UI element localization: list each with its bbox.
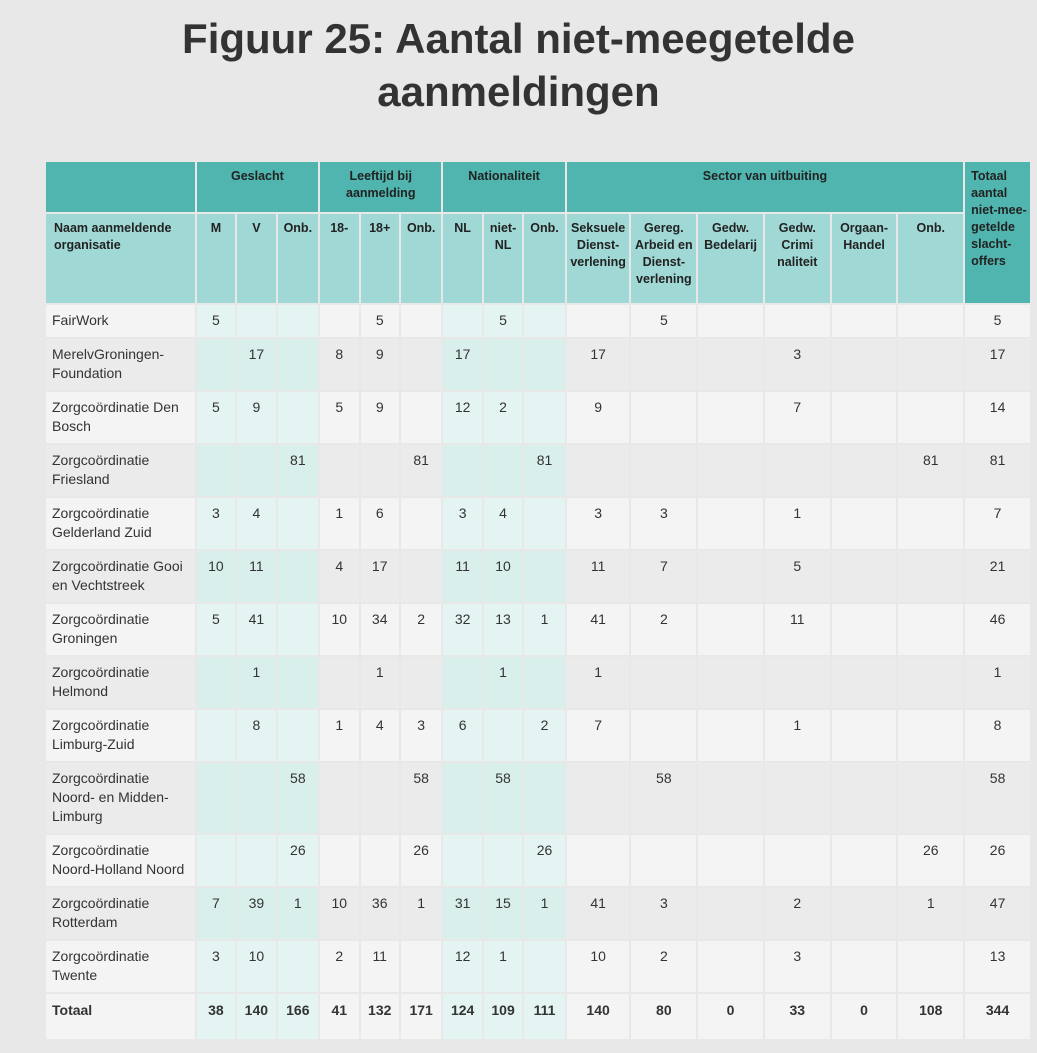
cell: 11	[443, 551, 481, 602]
cell	[832, 888, 897, 939]
table-row	[46, 305, 1030, 337]
cell: 6	[443, 710, 481, 761]
cell: 81	[401, 445, 441, 496]
cell	[524, 551, 564, 602]
table-row	[46, 888, 1030, 939]
cell: 10	[197, 551, 235, 602]
cell: 39	[237, 888, 275, 939]
cell	[197, 339, 235, 390]
header-geslacht: Geslacht	[197, 162, 318, 212]
cell: 124	[443, 994, 481, 1039]
cell	[484, 835, 522, 886]
cell: 12	[443, 941, 481, 992]
cell: 171	[401, 994, 441, 1039]
cell	[320, 445, 358, 496]
cell	[631, 339, 696, 390]
cell	[832, 835, 897, 886]
cell: 12	[443, 392, 481, 443]
cell: 3	[765, 339, 830, 390]
cell: 1	[567, 657, 630, 708]
cell	[197, 763, 235, 833]
cell	[278, 498, 318, 549]
cell	[237, 763, 275, 833]
cell: 38	[197, 994, 235, 1039]
cell: 4	[320, 551, 358, 602]
cell: 5	[765, 551, 830, 602]
row-name: Totaal	[46, 994, 195, 1039]
cell: 5	[631, 305, 696, 337]
cell: 8	[965, 710, 1030, 761]
cell	[524, 498, 564, 549]
title-line-2: aanmeldingen	[377, 68, 660, 115]
cell: 8	[320, 339, 358, 390]
col-nationaliteit-onb: Onb.	[524, 214, 564, 303]
cell: 1	[898, 888, 963, 939]
cell	[237, 835, 275, 886]
cell	[832, 657, 897, 708]
header-totaal: Totaal aantal niet-mee-getelde slacht-offers	[965, 162, 1030, 303]
cell: 7	[197, 888, 235, 939]
cell	[832, 763, 897, 833]
cell	[832, 710, 897, 761]
cell: 10	[237, 941, 275, 992]
cell: 7	[765, 392, 830, 443]
cell: 3	[197, 498, 235, 549]
cell: 32	[443, 604, 481, 655]
cell: 10	[567, 941, 630, 992]
row-name: Zorgcoördinatie Gooi en Vechtstreek	[46, 551, 195, 602]
cell: 26	[965, 835, 1030, 886]
cell: 5	[197, 392, 235, 443]
cell: 17	[443, 339, 481, 390]
table-row	[46, 445, 1030, 496]
cell: 33	[765, 994, 830, 1039]
cell: 4	[361, 710, 399, 761]
cell	[698, 305, 763, 337]
cell	[320, 835, 358, 886]
col-niet-nl: niet-NL	[484, 214, 522, 303]
cell: 9	[361, 392, 399, 443]
cell: 10	[320, 604, 358, 655]
cell	[320, 657, 358, 708]
cell	[765, 445, 830, 496]
cell: 2	[401, 604, 441, 655]
cell: 17	[237, 339, 275, 390]
cell: 111	[524, 994, 564, 1039]
cell	[320, 763, 358, 833]
cell: 11	[237, 551, 275, 602]
col-m: M	[197, 214, 235, 303]
cell: 140	[567, 994, 630, 1039]
cell: 41	[567, 888, 630, 939]
cell	[698, 888, 763, 939]
col-nl: NL	[443, 214, 481, 303]
cell: 58	[484, 763, 522, 833]
cell: 1	[320, 498, 358, 549]
cell: 5	[361, 305, 399, 337]
cell	[237, 445, 275, 496]
cell	[401, 339, 441, 390]
cell	[197, 710, 235, 761]
cell	[567, 835, 630, 886]
cell	[698, 835, 763, 886]
cell: 31	[443, 888, 481, 939]
cell	[898, 498, 963, 549]
cell: 80	[631, 994, 696, 1039]
row-name: Zorgcoördinatie Noord-Holland Noord	[46, 835, 195, 886]
cell: 26	[278, 835, 318, 886]
header-leeftijd: Leeftijd bij aanmelding	[320, 162, 441, 212]
cell: 58	[631, 763, 696, 833]
cell	[524, 941, 564, 992]
cell	[898, 392, 963, 443]
cell	[567, 445, 630, 496]
col-18min: 18-	[320, 214, 358, 303]
cell	[278, 339, 318, 390]
cell	[698, 339, 763, 390]
cell	[443, 835, 481, 886]
cell	[898, 305, 963, 337]
cell	[832, 941, 897, 992]
cell: 8	[237, 710, 275, 761]
cell	[278, 941, 318, 992]
cell: 1	[965, 657, 1030, 708]
cell: 58	[278, 763, 318, 833]
cell	[197, 657, 235, 708]
row-name: MerelvGroningen-Foundation	[46, 339, 195, 390]
table-row	[46, 835, 1030, 886]
cell: 3	[401, 710, 441, 761]
cell: 58	[965, 763, 1030, 833]
cell: 1	[320, 710, 358, 761]
cell	[631, 835, 696, 886]
row-name: Zorgcoördinatie Den Bosch	[46, 392, 195, 443]
cell: 3	[631, 498, 696, 549]
header-sector: Sector van uitbuiting	[567, 162, 963, 212]
cell	[765, 305, 830, 337]
cell: 3	[765, 941, 830, 992]
cell	[567, 305, 630, 337]
cell	[484, 339, 522, 390]
cell	[898, 710, 963, 761]
cell	[898, 763, 963, 833]
cell	[631, 392, 696, 443]
cell: 5	[484, 305, 522, 337]
cell: 81	[965, 445, 1030, 496]
cell	[898, 941, 963, 992]
row-name: Zorgcoördinatie Friesland	[46, 445, 195, 496]
cell	[320, 305, 358, 337]
cell	[832, 392, 897, 443]
cell: 1	[765, 710, 830, 761]
cell: 6	[361, 498, 399, 549]
cell: 2	[631, 941, 696, 992]
cell: 2	[484, 392, 522, 443]
cell: 5	[197, 305, 235, 337]
table-row	[46, 763, 1030, 833]
cell	[278, 710, 318, 761]
cell: 166	[278, 994, 318, 1039]
cell: 4	[237, 498, 275, 549]
cell	[631, 445, 696, 496]
cell: 47	[965, 888, 1030, 939]
cell: 17	[567, 339, 630, 390]
col-sector-onb: Onb.	[898, 214, 963, 303]
title-line-1: Figuur 25: Aantal niet-meegetelde	[182, 15, 855, 62]
header-nationaliteit: Nationaliteit	[443, 162, 564, 212]
cell	[361, 835, 399, 886]
cell: 140	[237, 994, 275, 1039]
cell	[832, 604, 897, 655]
cell: 3	[631, 888, 696, 939]
table-row	[46, 551, 1030, 602]
cell: 5	[197, 604, 235, 655]
cell: 9	[361, 339, 399, 390]
cell: 2	[524, 710, 564, 761]
cell: 11	[361, 941, 399, 992]
cell	[443, 305, 481, 337]
col-geslacht-onb: Onb.	[278, 214, 318, 303]
cell	[524, 339, 564, 390]
cell: 1	[237, 657, 275, 708]
cell	[898, 657, 963, 708]
cell: 109	[484, 994, 522, 1039]
cell: 46	[965, 604, 1030, 655]
cell: 0	[832, 994, 897, 1039]
cell	[401, 551, 441, 602]
col-18plus: 18+	[361, 214, 399, 303]
cell: 1	[524, 888, 564, 939]
cell: 10	[484, 551, 522, 602]
cell	[765, 835, 830, 886]
cell: 2	[765, 888, 830, 939]
cell	[278, 392, 318, 443]
row-name: Zorgcoördinatie Gelderland Zuid	[46, 498, 195, 549]
col-leeftijd-onb: Onb.	[401, 214, 441, 303]
cell: 5	[320, 392, 358, 443]
cell	[765, 657, 830, 708]
col-criminaliteit: Gedw. Crimi naliteit	[765, 214, 830, 303]
cell: 13	[965, 941, 1030, 992]
cell	[898, 339, 963, 390]
col-naam: Naam aanmeldende organisatie	[46, 214, 195, 303]
cell	[361, 763, 399, 833]
cell: 26	[524, 835, 564, 886]
cell	[278, 604, 318, 655]
cell	[278, 551, 318, 602]
cell	[524, 305, 564, 337]
cell: 17	[965, 339, 1030, 390]
cell: 3	[197, 941, 235, 992]
cell	[832, 445, 897, 496]
cell: 1	[278, 888, 318, 939]
col-arbeid: Gereg. Arbeid en Dienst-verlening	[631, 214, 696, 303]
cell: 34	[361, 604, 399, 655]
cell: 132	[361, 994, 399, 1039]
cell: 1	[524, 604, 564, 655]
cell	[698, 498, 763, 549]
cell	[698, 941, 763, 992]
cell	[698, 710, 763, 761]
cell	[898, 551, 963, 602]
cell: 17	[361, 551, 399, 602]
col-bedelarij: Gedw. Bedelarij	[698, 214, 763, 303]
cell	[484, 710, 522, 761]
row-name: Zorgcoördinatie Rotterdam	[46, 888, 195, 939]
table-row	[46, 941, 1030, 992]
cell: 7	[567, 710, 630, 761]
cell	[698, 551, 763, 602]
cell: 81	[524, 445, 564, 496]
cell: 41	[567, 604, 630, 655]
cell: 14	[965, 392, 1030, 443]
col-orgaanhandel: Orgaan-Handel	[832, 214, 897, 303]
cell: 7	[631, 551, 696, 602]
cell	[698, 657, 763, 708]
row-name: Zorgcoördinatie Limburg-Zuid	[46, 710, 195, 761]
col-seksuele: Seksuele Dienst-verlening	[567, 214, 630, 303]
cell	[237, 305, 275, 337]
cell: 9	[237, 392, 275, 443]
cell	[401, 941, 441, 992]
cell	[832, 551, 897, 602]
cell	[832, 498, 897, 549]
table-row	[46, 392, 1030, 443]
cell	[401, 498, 441, 549]
cell	[567, 763, 630, 833]
data-table	[44, 160, 1032, 1041]
cell: 58	[401, 763, 441, 833]
cell: 3	[443, 498, 481, 549]
col-v: V	[237, 214, 275, 303]
cell	[197, 445, 235, 496]
cell: 13	[484, 604, 522, 655]
cell	[631, 657, 696, 708]
cell	[765, 763, 830, 833]
cell: 0	[698, 994, 763, 1039]
cell: 26	[401, 835, 441, 886]
cell: 1	[484, 941, 522, 992]
totals-row	[46, 994, 1030, 1039]
cell	[443, 657, 481, 708]
cell: 10	[320, 888, 358, 939]
cell: 108	[898, 994, 963, 1039]
cell	[524, 763, 564, 833]
cell: 5	[965, 305, 1030, 337]
cell: 7	[965, 498, 1030, 549]
cell: 15	[484, 888, 522, 939]
row-name: Zorgcoördinatie Groningen	[46, 604, 195, 655]
cell	[484, 445, 522, 496]
table-row	[46, 604, 1030, 655]
cell	[832, 339, 897, 390]
cell: 1	[401, 888, 441, 939]
cell: 2	[631, 604, 696, 655]
cell	[401, 305, 441, 337]
cell: 2	[320, 941, 358, 992]
cell: 81	[898, 445, 963, 496]
cell	[361, 445, 399, 496]
cell	[197, 835, 235, 886]
cell: 41	[237, 604, 275, 655]
cell	[443, 763, 481, 833]
cell: 41	[320, 994, 358, 1039]
table-row	[46, 657, 1030, 708]
table-body	[46, 305, 1030, 1039]
cell	[278, 305, 318, 337]
cell	[631, 710, 696, 761]
cell: 1	[484, 657, 522, 708]
cell	[698, 392, 763, 443]
cell: 1	[765, 498, 830, 549]
cell	[524, 392, 564, 443]
row-name: Zorgcoördinatie Noord- en Midden-Limburg	[46, 763, 195, 833]
cell: 36	[361, 888, 399, 939]
cell: 21	[965, 551, 1030, 602]
row-name: FairWork	[46, 305, 195, 337]
cell: 1	[361, 657, 399, 708]
cell	[698, 604, 763, 655]
cell: 11	[765, 604, 830, 655]
cell	[832, 305, 897, 337]
cell	[898, 604, 963, 655]
cell: 26	[898, 835, 963, 886]
cell	[698, 445, 763, 496]
cell: 3	[567, 498, 630, 549]
table-row	[46, 498, 1030, 549]
cell	[698, 763, 763, 833]
cell	[401, 392, 441, 443]
cell: 4	[484, 498, 522, 549]
cell: 81	[278, 445, 318, 496]
cell: 11	[567, 551, 630, 602]
header-blank	[46, 162, 195, 212]
table-row	[46, 339, 1030, 390]
row-name: Zorgcoördinatie Twente	[46, 941, 195, 992]
table-row	[46, 710, 1030, 761]
figure-title	[0, 12, 1037, 118]
cell	[278, 657, 318, 708]
cell	[401, 657, 441, 708]
cell: 344	[965, 994, 1030, 1039]
cell: 9	[567, 392, 630, 443]
cell	[443, 445, 481, 496]
row-name: Zorgcoördinatie Helmond	[46, 657, 195, 708]
cell	[524, 657, 564, 708]
